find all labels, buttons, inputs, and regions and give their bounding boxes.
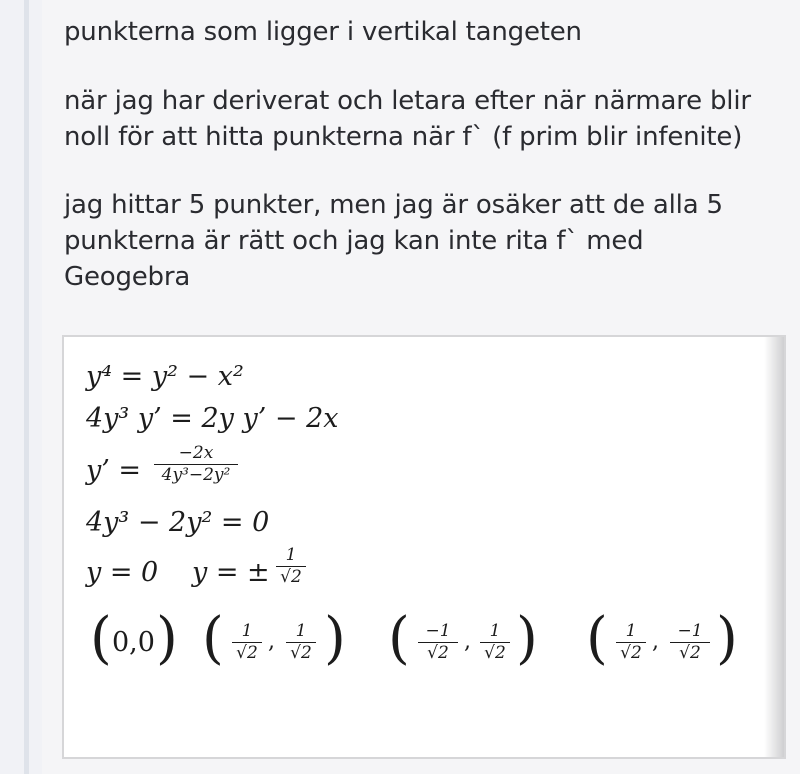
point-3-left-paren: (	[388, 606, 410, 671]
point-1-coords: 0,0	[112, 627, 155, 658]
math-image	[62, 335, 786, 759]
point-2-x	[232, 623, 262, 662]
equation-5-fraction	[276, 547, 306, 586]
equation-5-b: y = ±	[192, 557, 270, 588]
denominator: √2	[427, 643, 449, 663]
point-3-comma: ,	[464, 629, 471, 654]
equation-5-a: y = 0	[86, 557, 159, 588]
thread-line	[24, 0, 29, 774]
point-3-right-paren: )	[516, 606, 538, 671]
paragraph-3-line-2: punkterna är rätt och jag kan inte rita f` med	[64, 226, 644, 256]
point-1-left-paren: (	[90, 606, 112, 671]
equation-3-denominator: 4y³−2y²	[161, 465, 231, 485]
denominator: √2	[620, 643, 642, 663]
numerator: 1	[241, 621, 253, 641]
point-4-x	[616, 623, 646, 662]
equation-1: y⁴ = y² − x²	[86, 361, 244, 392]
denominator: √2	[236, 643, 258, 663]
post-paragraph-1: punkterna som ligger i vertikal tangeten	[64, 17, 582, 47]
point-2-y	[286, 623, 316, 662]
paragraph-3-line-1: jag hittar 5 punkter, men jag är osäker att de alla 5	[64, 190, 723, 220]
post-paragraph-3	[64, 187, 723, 295]
point-4-right-paren: )	[716, 606, 738, 671]
paragraph-3-line-3: Geogebra	[64, 262, 191, 292]
numerator: 1	[295, 621, 307, 641]
left-rail	[0, 0, 42, 774]
numerator: −1	[425, 621, 451, 641]
point-1-right-paren: )	[156, 606, 178, 671]
math-content	[64, 337, 784, 757]
numerator: −1	[677, 621, 703, 641]
point-2-comma: ,	[268, 629, 275, 654]
point-3-y	[480, 623, 510, 662]
point-4-comma: ,	[652, 629, 659, 654]
equation-3-lhs: y’ =	[86, 455, 142, 486]
point-2-right-paren: )	[324, 606, 346, 671]
numerator: 1	[625, 621, 637, 641]
denominator: √2	[679, 643, 701, 663]
paragraph-2-line-1: när jag har deriverat och letara efter när närmare blir	[64, 86, 751, 116]
denominator: √2	[290, 643, 312, 663]
numerator: 1	[489, 621, 501, 641]
point-4-left-paren: (	[586, 606, 608, 671]
denominator: √2	[280, 567, 302, 587]
point-2-left-paren: (	[202, 606, 224, 671]
paragraph-2-line-2: noll för att hitta punkterna när f` (f prim blir infenite)	[64, 122, 743, 152]
equation-3-fraction	[154, 445, 238, 484]
equation-4: 4y³ − 2y² = 0	[86, 507, 270, 538]
post-paragraph-2	[64, 83, 751, 155]
equation-2: 4y³ y’ = 2y y’ − 2x	[86, 403, 339, 434]
numerator: 1	[285, 545, 297, 565]
point-3-x	[418, 623, 458, 662]
denominator: √2	[484, 643, 506, 663]
equation-3-numerator: −2x	[178, 443, 214, 463]
point-4-y	[670, 623, 710, 662]
